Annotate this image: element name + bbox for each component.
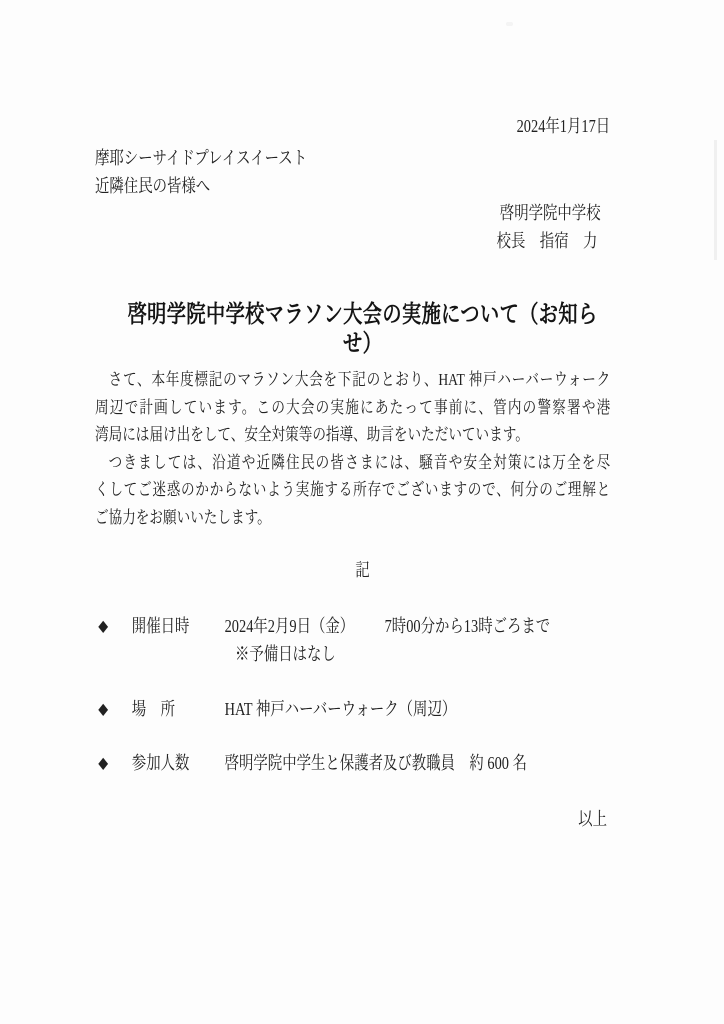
- scan-speck-artifact: [506, 22, 513, 26]
- letter-content: [95, 0, 610, 1024]
- recipient-line-1: 摩耶シーサイドプレイスイースト: [95, 148, 308, 168]
- item-value-date: 2024年2月9日（金）: [224, 616, 355, 636]
- diamond-bullet-icon: ◆: [98, 701, 109, 718]
- record-marker: 記: [355, 560, 370, 580]
- paragraph2-line3: ご協力をお願いいたします。: [95, 507, 271, 527]
- paragraph2-line1: つきましては、沿道や近隣住民の皆さまには、騒音や安全対策には万全を尽: [108, 452, 611, 472]
- body-paragraphs: [95, 366, 610, 531]
- item-label: 開催日時: [131, 616, 190, 636]
- item-label: 参加人数: [131, 753, 190, 773]
- diamond-bullet-icon: ◆: [98, 618, 109, 635]
- recipient-line-2: 近隣住民の皆様へ: [95, 176, 211, 196]
- item-value: 啓明学院中学生と保護者及び教職員 約 600 名: [224, 753, 527, 773]
- item-label: 場 所: [131, 699, 175, 719]
- item-value: [225, 616, 551, 638]
- paragraph2-line2: くしてご迷惑のかからないよう実施する所存でございますので、何分のご理解と: [95, 480, 611, 499]
- paragraph1-line2: 周辺で計画しています。この大会の実施にあたって事前に、管内の警察署や港: [95, 397, 611, 417]
- scan-edge-artifact: [714, 140, 717, 260]
- item-value: HAT 神戸ハーバーウォーク（周辺）: [224, 699, 457, 719]
- item-participants: [95, 753, 610, 777]
- document-title: 啓明学院中学校マラソン大会の実施について（お知らせ）: [127, 302, 598, 357]
- sender-organization: 啓明学院中学校: [499, 203, 601, 223]
- item-note: ※予備日はなし: [235, 644, 336, 664]
- item-value-time: 7時00分から13時ごろまで: [384, 616, 551, 636]
- paragraph1-line3: 湾局には届け出をして、安全対策等の指導、助言をいただいています。: [95, 425, 529, 444]
- closing-marker: 以上: [578, 809, 607, 829]
- item-event-datetime: [95, 616, 610, 640]
- paragraph1-line1: さて、本年度標記のマラソン大会を下記のとおり、HAT 神戸ハーバーウォーク: [108, 370, 611, 389]
- item-location: [95, 699, 610, 723]
- letter-date: 2024年1月17日: [516, 116, 611, 136]
- sender-signer: 校長 指宿 力: [496, 231, 598, 251]
- diamond-bullet-icon: ◆: [98, 755, 109, 772]
